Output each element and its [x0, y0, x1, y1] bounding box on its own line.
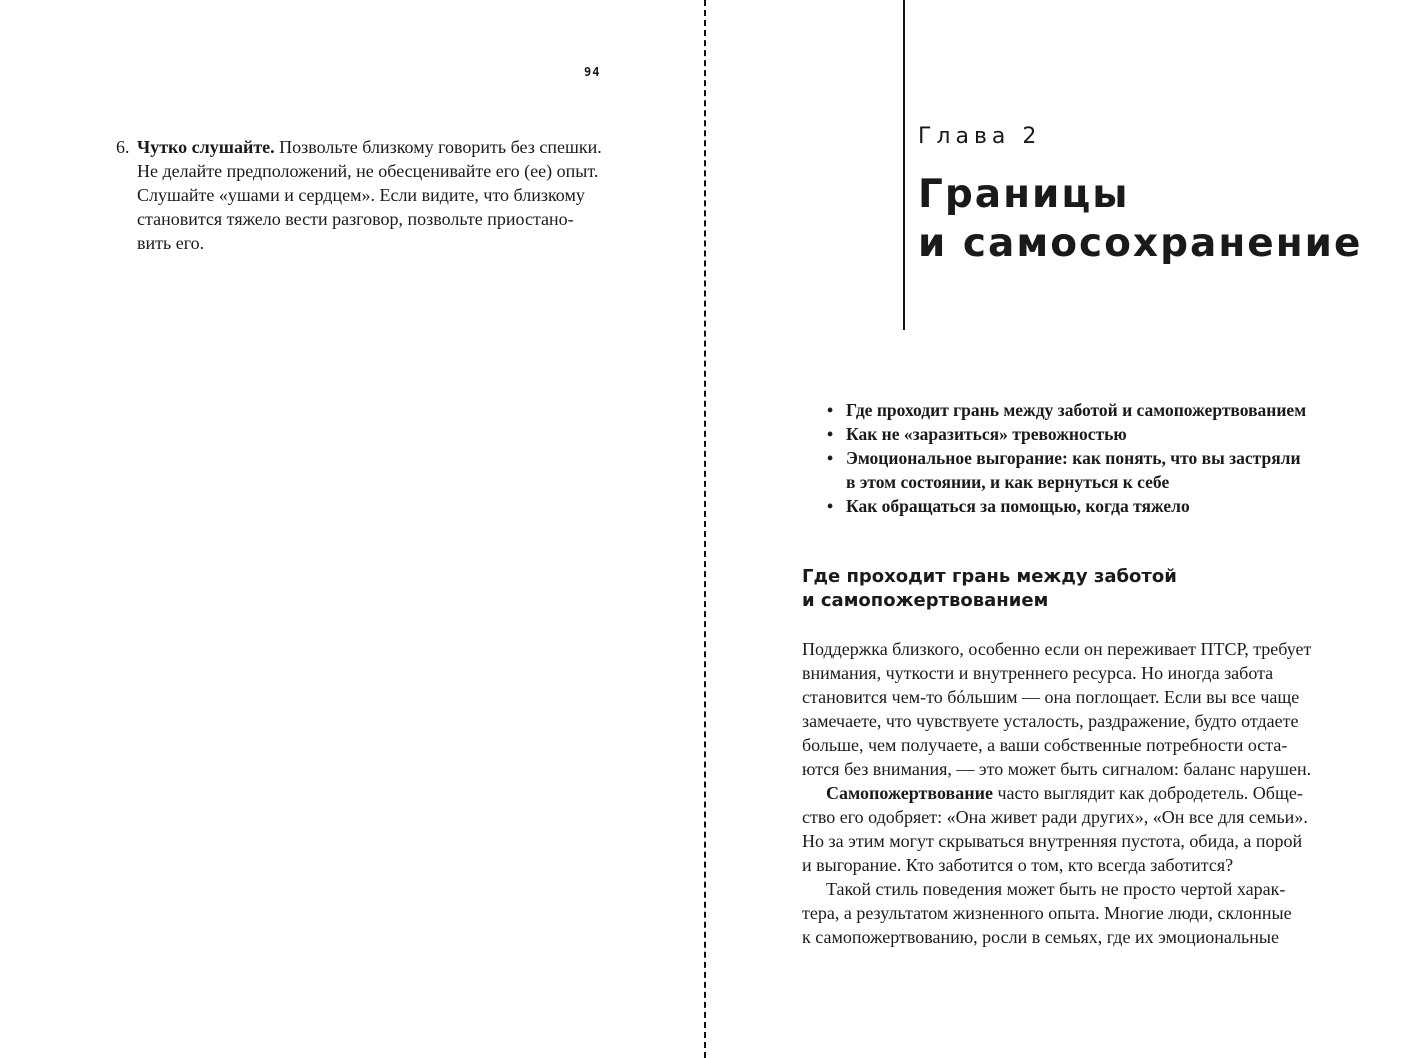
bullet-icon: •: [827, 496, 834, 516]
paragraph-line: Но за этим могут скрываться внутренняя пустота, обида, а порой: [802, 831, 1303, 851]
bullet-icon: •: [827, 400, 834, 420]
topic-item: [824, 494, 1324, 518]
numbered-list-item: [116, 135, 616, 255]
right-page: [706, 0, 1410, 1058]
paragraph-line: и выгорание. Кто заботится о том, кто всегда заботится?: [802, 855, 1234, 875]
paragraph-line: внимания, чуткости и внутреннего ресурса. Но иногда забота: [802, 663, 1274, 683]
topic-line: Эмоциональное выгорание: как понять, что вы застряли: [846, 448, 1301, 468]
section-heading-line: Где проходит грань между заботой: [802, 566, 1177, 587]
paragraph-line: больше, чем получаете, а ваши собственные потребности оста-: [802, 735, 1288, 755]
chapter-vertical-rule: [903, 0, 905, 330]
list-item-line: вить его.: [137, 233, 205, 253]
left-page: [0, 0, 704, 1058]
list-item-number: 6.: [116, 137, 130, 157]
chapter-label: Глава 2: [918, 124, 1042, 149]
list-item-bold-lead: Чутко слушайте.: [137, 137, 275, 157]
paragraph-line: ются без внимания, — это может быть сигналом: баланс нарушен.: [802, 759, 1312, 779]
paragraph-line: [802, 781, 1318, 805]
paragraph-bold-lead: Самопожертвование: [826, 783, 993, 803]
paragraph-line: к самопожертвованию, росли в семьях, где их эмоциональные: [802, 927, 1279, 947]
topic-line: Как не «заразиться» тревожностью: [846, 424, 1127, 444]
section-heading: [802, 565, 1177, 613]
paragraph-line: замечаете, что чувствуете усталость, раздражение, будто отдаете: [802, 711, 1299, 731]
paragraph-line: Поддержка близкого, особенно если он переживает ПТСР, требует: [802, 639, 1312, 659]
list-item-first-line: Позвольте близкому говорить без спешки.: [274, 137, 602, 157]
list-item-line: становится тяжело вести разговор, позвольте приостано-: [137, 209, 574, 229]
paragraph-first-line: часто выглядит как добродетель. Обще-: [992, 783, 1303, 803]
chapter-title-line: Границы: [918, 172, 1130, 217]
page-number: 94: [584, 65, 601, 79]
topic-line: Как обращаться за помощью, когда тяжело: [846, 496, 1190, 516]
topic-line: Где проходит грань между заботой и самопожертвованием: [846, 400, 1307, 420]
chapter-title: [918, 170, 1362, 268]
section-heading-line: и самопожертвованием: [802, 590, 1049, 611]
paragraph-line: становится чем-то бóльшим — она поглощает. Если вы все чаще: [802, 687, 1300, 707]
bullet-icon: •: [827, 448, 834, 468]
bullet-icon: •: [827, 424, 834, 444]
list-item-line: Слушайте «ушами и сердцем». Если видите, что близкому: [137, 185, 585, 205]
chapter-topics-list: [824, 398, 1324, 518]
paragraph-line: ство его одобряет: «Она живет ради других», «Он все для семьи».: [802, 807, 1308, 827]
topic-item: [824, 422, 1324, 446]
list-item-line: [137, 135, 616, 159]
paragraph-line: Такой стиль поведения может быть не просто чертой харак-: [826, 879, 1286, 899]
paragraph-line: тера, а результатом жизненного опыта. Многие люди, склонные: [802, 903, 1292, 923]
body-text: [802, 637, 1318, 949]
list-item-line: Не делайте предположений, не обесценивайте его (ее) опыт.: [137, 161, 599, 181]
list-item-body: [137, 135, 616, 255]
chapter-title-line: и самосохранение: [918, 221, 1363, 266]
topic-item: [824, 398, 1324, 422]
topic-item: [824, 446, 1324, 494]
topic-line: в этом состоянии, и как вернуться к себе: [846, 472, 1170, 492]
